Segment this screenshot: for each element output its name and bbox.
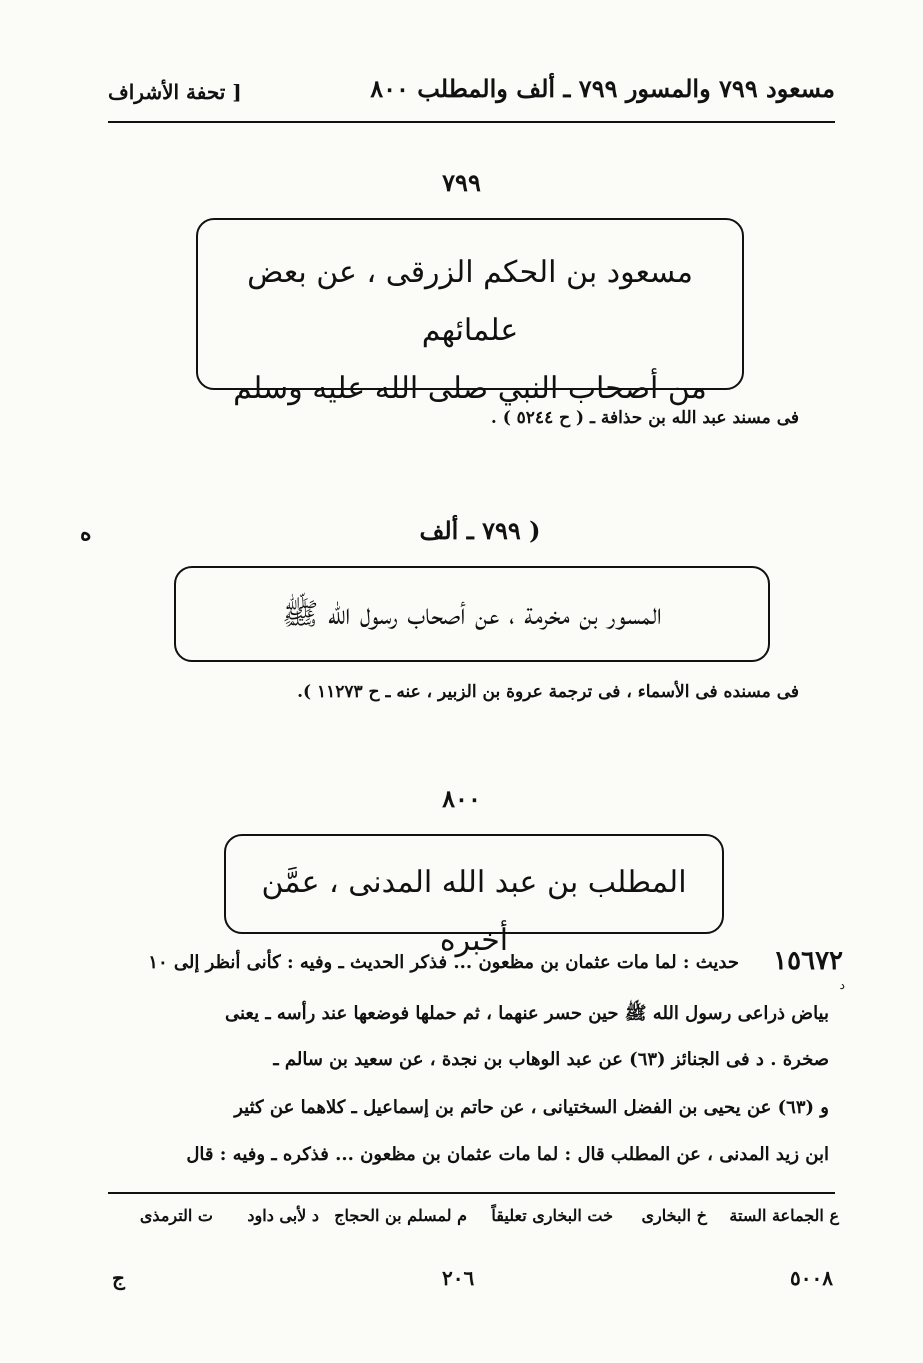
narrator-line: المطلب بن عبد الله المدنى ، عمَّن أخبره [261,865,687,958]
header-rule [108,121,835,123]
legend-item: خت البخارى تعليقاً [491,1206,613,1225]
header-book-name: [ تحفة الأشراف [108,80,242,104]
narrator-box-800 [224,834,724,958]
legend-item: ت الترمذى [139,1206,213,1225]
entry-number-799-alif: ( ٧٩٩ ـ ألف [419,516,541,545]
margin-mark: ه [80,520,92,546]
running-header [108,70,835,112]
hadith-sub-mark: د [839,978,845,992]
footnote-rule [108,1192,835,1194]
header-title: مسعود ٧٩٩ والمسور ٧٩٩ ـ ألف والمطلب ٨٠٠ [370,74,835,103]
hadith-line: بياض ذراعى رسول الله ﷺ حين حسر عنهما ، ثم حملها فوضعها عند رأسه ـ يعنى [224,1003,829,1024]
hadith-line: ابن زيد المدنى ، عن المطلب قال : لما مات عثمان بن مظعون ... فذكره ـ وفيه : قال [186,1144,829,1165]
hadith-id: ١٥٦٧٢ [773,946,843,976]
volume-page-number: ٥٠٠٨ [790,1266,833,1290]
entry-number-800: ٨٠٠ [442,784,481,813]
hadith-line: و (٦٣) عن يحيى بن الفضل السختيانى ، عن حاتم بن إسماعيل ـ كلاهما عن كثير [234,1097,829,1118]
legend-item: د لأبى داود [247,1206,319,1225]
page-number: ٢٠٦ [442,1266,475,1290]
entry-note-799-alif: فى مسنده فى الأسماء ، فى ترجمة عروة بن الزبير ، عنه ـ ح ١١٢٧٣ ). [297,682,799,702]
narrator-line: من أصحاب النبي صلى الله عليه وسلم [233,371,707,406]
legend-item: خ البخارى [641,1206,707,1225]
entry-number-799: ٧٩٩ [442,168,481,197]
hadith-line: صخرة . د فى الجنائز (٦٣) عن عبد الوهاب بن نجدة ، عن سعيد بن سالم ـ [273,1049,829,1070]
sigla-legend [108,1206,839,1232]
volume-mark: ج [112,1266,125,1290]
legend-item: ع الجماعة الستة [729,1206,839,1225]
narrator-line: المسور بن مخرمة ، عن أصحاب رسول الله ﷺ [282,597,662,632]
narrator-box-799 [196,218,744,406]
hadith-block [104,946,843,1182]
narrator-line: مسعود بن الحكم الزرقى ، عن بعض علمائهم [247,255,693,348]
entry-note-799: فى مسند عبد الله بن حذافة ـ ( ح ٥٢٤٤ ) . [490,408,799,428]
hadith-line: حديث : لما مات عثمان بن مظعون ... فذكر الحديث ـ وفيه : كأنى أنظر إلى ١٠ [148,952,739,973]
legend-item: م لمسلم بن الحجاج [334,1206,467,1225]
narrator-box-799-alif [174,566,770,662]
